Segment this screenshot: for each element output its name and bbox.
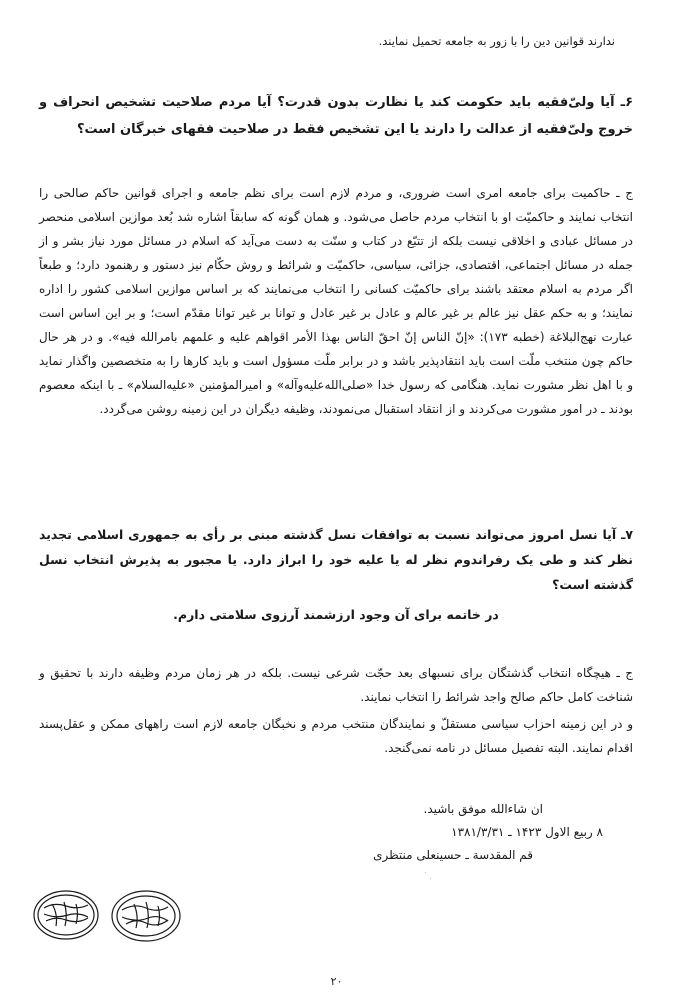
- page-speck: [425, 872, 426, 873]
- question-6: ۶ـ آیا ولیّ‌فقیه باید حکومت کند یا نظارت بدون قدرت؟ آیا مردم صلاحیت تشخیص انحراف و خروج ولیّ‌فقیه از عدالت را دارند یا این تشخیص فقط در صلاحیت فقهای خبرگان است؟: [39, 95, 633, 137]
- seal-stamps: [28, 880, 188, 950]
- oval-seal-stamp-left: [34, 891, 98, 939]
- answer-7-paragraph-2: و در این زمینه احزاب سیاسی مستقلّ و نمایندگان منتخب مردم و نخبگان جامعه لازم است راههای ممکن و عقل‌پسند اقدام نمایند. البته تفصیل مسائل در نامه نمی‌گنجد.: [39, 717, 633, 755]
- page-number: ۲۰: [330, 975, 343, 988]
- top-text-fragment: ندارند قوانین دین را با زور به جامعه تحمیل نمایند.: [378, 34, 615, 48]
- signature-place-name: قم المقدسة ـ حسینعلی منتظری: [373, 847, 533, 862]
- signature-block: [303, 798, 603, 866]
- answer-6: ج ـ حاکمیت برای جامعه امری است ضروری، و مردم لازم است برای نظم جامعه و اجرای قوانین حاکم صالحی را انتخاب نمایند و حاکمیّت او با انتخاب مردم حاصل می‌شود. و همان گونه که سابقاً اشاره شد بُعد موازین اسلامی منحصر در مسائل عبادی و اخلاقی نیست بلکه از تتبّع در کتاب و سنّت به دست می‌آید که اسلام در مسائل مورد نیاز بشر و از جمله در مسائل اجتماعی، اقتصادی، جزائی، سیاسی، حاکمیّت و شرائط و روش حکّام نیز دستور و رهنمود دارد؛ و طبعاً اگر مردم به اسلام معتقد باشند برای حاکمیّت کسانی را انتخاب می‌نمایند که بر اساس موازین اسلامی کشور را اداره نمایند؛ و به حکم عقل نیز عالم بر غیر عالم و عادل بر غیر عادل و توانا بر غیر توانا مقدّم است؛ و بر این اساس است عبارت نهج‌البلاغة (خطبه ۱۷۳): «إنّ الناس إنّ احقّ الناس بهذا الأمر اقواهم علیه و علمهم بامرالله فیه». و در هر حال حاکم چون منتخب ملّت است باید انتقادپذیر باشد و در برابر ملّت مسؤول است و باید کارها را به متخصصین واگذار نماید و با اهل نظر مشورت نماید. هنگامی که رسول خدا «صلی‌الله‌علیه‌وآله» و امیرالمؤمنین «علیه‌السلام» ـ با اینکه معصوم بودند ـ در امور مشورت می‌کردند و از انتقاد استقبال می‌نمودند، وظیفه دیگران در این زمینه روشن می‌گردد.: [39, 186, 633, 416]
- answer-7-paragraph-1: ج ـ هیچگاه انتخاب گذشتگان برای نسبهای بعد حجّت شرعی نیست. بلکه در هر زمان مردم وظیفه دارند با تحقیق و شناخت کامل حاکم صالح واجد شرائط را انتخاب نمایند.: [39, 666, 633, 704]
- question-7: ۷ـ آیا نسل امروز می‌تواند نسبت به توافقات نسل گذشته مبنی بر رأی به جمهوری اسلامی تجدید نظر کند و طی یک رفراندوم نظر له یا علیه خود را ابراز دارد. یا مجبور به پذیرش انتخاب نسل گذشته است؟: [39, 527, 633, 592]
- oval-seal-stamp-right: [112, 891, 180, 941]
- answer-7: [39, 661, 633, 763]
- signature-date: ۸ ربیع الاول ۱۴۲۳ ـ ۱۳۸۱/۳/۳۱: [451, 824, 603, 839]
- signature-blessing: ان شاءالله موفق باشید.: [423, 802, 543, 816]
- page-speck: [430, 878, 431, 879]
- closing-wish: در خاتمه برای آن وجود ارزشمند آرزوی سلامتی دارم.: [173, 607, 499, 622]
